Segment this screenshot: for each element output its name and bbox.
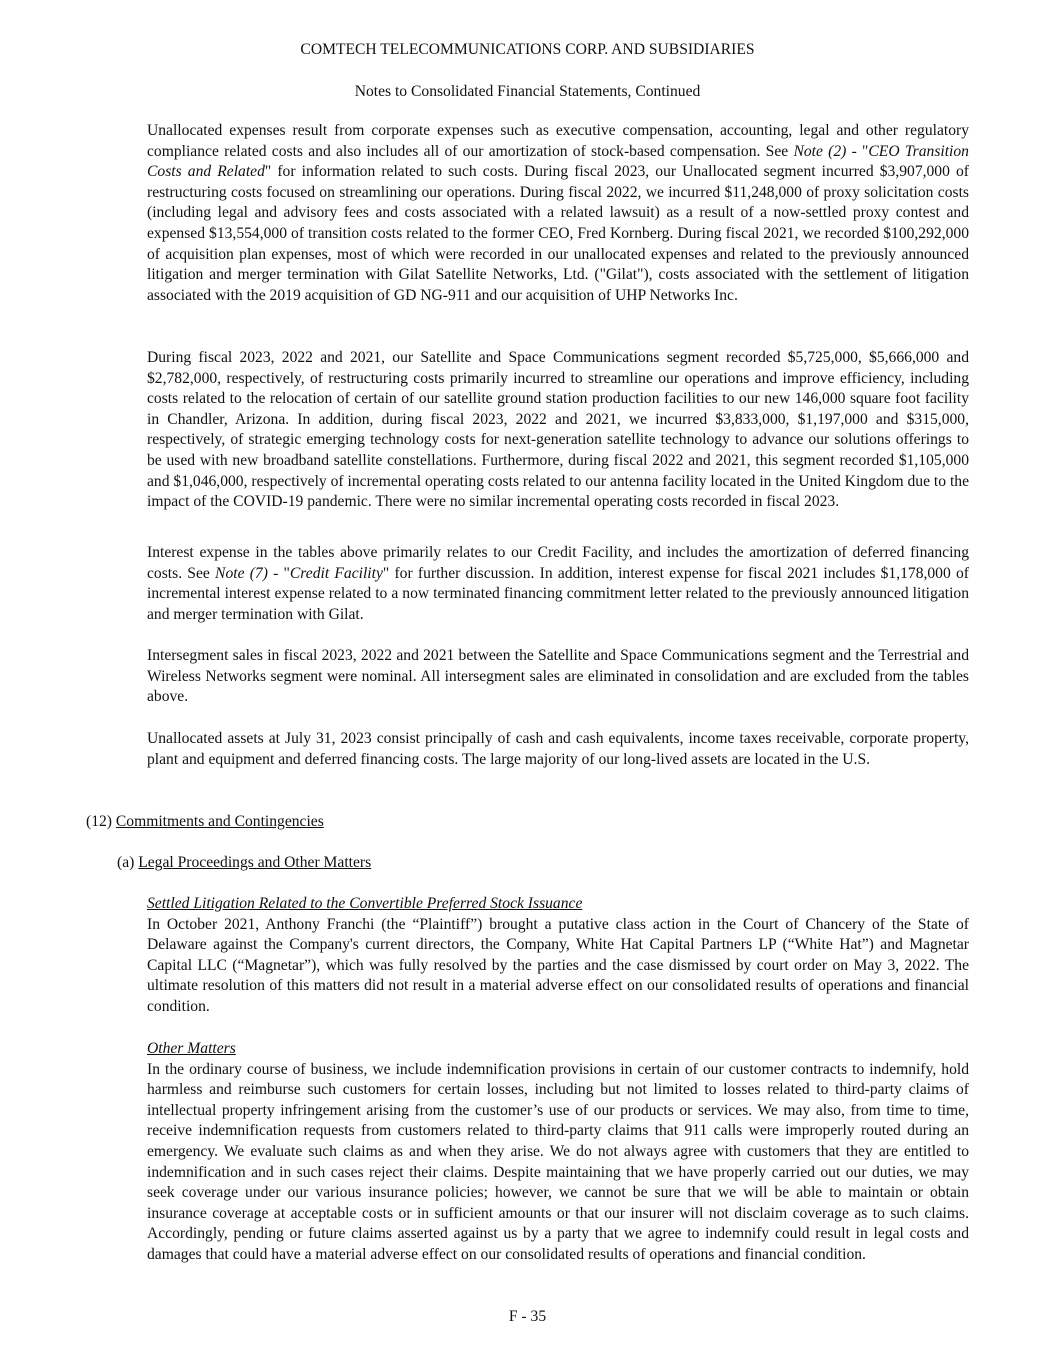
unallocated-expenses-paragraph	[147, 121, 969, 306]
interest-expense-paragraph	[147, 543, 969, 625]
notes-subtitle: Notes to Consolidated Financial Statements, Continued	[354, 83, 701, 100]
text-run: Unallocated expenses result from corporate expenses such as executive compensation, accounting, legal and other regulatory compliance related costs and also includes all of our amortization of stock-based compensation. See	[147, 122, 969, 160]
other-matters-title: Other Matters	[147, 1040, 236, 1057]
text-run: " for information related to such costs. During fiscal 2023, our Unallocated segment incurred $3,907,000 of restructuring costs focused on streamlining our operations. During fiscal 2022, we incurred $11,248,000 of proxy solicitation costs (including legal and advisory fees and costs associated with a related lawsuit) as a result of a now-settled proxy contest and expensed $13,554,000 of transition costs related to the former CEO, Fred Kornberg. During fiscal 2021, we recorded $100,292,000 of acquisition plan expenses, most of which were recorded in our unallocated expenses and related to the previously announced litigation and merger termination with Gilat Satellite Networks, Ltd. ("Gilat"), costs associated with the settlement of litigation associated with the 2019 acquisition of GD NG-911 and our acquisition of UHP Networks Inc.	[147, 163, 969, 304]
section-12-heading	[86, 812, 324, 833]
page-number: F - 35	[508, 1308, 547, 1325]
text-run: " for further discussion. In addition, interest expense for fiscal 2021 includes $1,178,000 of incremental interest expense related to a now terminated financing commitment letter related to the previously announced litigation and merger termination with Gilat.	[147, 564, 969, 623]
settled-litigation-text: In October 2021, Anthony Franchi (the “Plaintiff”) brought a putative class action in the Court of Chancery of the State of Delaware against the Company's current directors, the Company, White Hat Capital Partners LP (“White Hat”) and Magnetar Capital LLC (“Magnetar”), which was fully resolved by the parties and the case dismissed by court order on May 3, 2022. The ultimate resolution of this matters did not result in a material adverse effect on our consolidated results of operations and financial condition.	[147, 915, 969, 1015]
text-run: - "	[267, 564, 290, 582]
settled-litigation-block	[147, 894, 969, 1018]
settled-litigation-title: Settled Litigation Related to the Convertible Preferred Stock Issuance	[147, 895, 583, 912]
subsection-number: (a)	[117, 854, 139, 871]
other-matters-block	[147, 1039, 969, 1266]
company-header: COMTECH TELECOMMUNICATIONS CORP. AND SUBSIDIARIES	[300, 41, 755, 58]
section-title: Commitments and Contingencies	[115, 813, 324, 830]
intersegment-sales-paragraph: Intersegment sales in fiscal 2023, 2022 and 2021 between the Satellite and Space Communications segment and the Terrestrial and Wireless Networks segment were nominal. All intersegment sales are eliminated in consolidation and are excluded from the tables above.	[147, 647, 969, 706]
note-reference: Note (2)	[793, 142, 847, 160]
subsection-title: Legal Proceedings and Other Matters	[138, 854, 372, 871]
section-number: (12)	[86, 813, 116, 830]
satellite-segment-paragraph: During fiscal 2023, 2022 and 2021, our Satellite and Space Communications segment recorded $5,725,000, $5,666,000 and $2,782,000, respectively, of restructuring costs primarily incurred to streamline our operations and improve efficiency, including costs related to the relocation of certain of our satellite ground station production facilities to our new 146,000 square foot facility in Chandler, Arizona. In addition, during fiscal 2023, 2022 and 2021, we incurred $3,833,000, $1,197,000 and $315,000, respectively, of strategic emerging technology costs for next-generation satellite technology to advance our solutions offerings to be used with new broadband satellite constellations. Furthermore, during fiscal 2022 and 2021, this segment recorded $1,105,000 and $1,046,000, respectively of incremental operating costs related to our antenna facility located in the United Kingdom due to the impact of the COVID-19 pandemic. There were no similar incremental operating costs recorded in fiscal 2023.	[147, 349, 969, 511]
other-matters-text: In the ordinary course of business, we include indemnification provisions in certain of our customer contracts to indemnify, hold harmless and reimburse such customers for certain losses, including but not limited to losses related to third-party claims of intellectual property infringement arising from the customer’s use of our products or services. We may also, from time to time, receive indemnification requests from customers related to third-party claims that 911 calls were improperly routed during an emergency. We evaluate such claims as and when they arise. We do not always agree with customers that they are entitled to indemnification and in such cases reject their claims. Despite maintaining that we have properly carried out our duties, we may seek coverage under our various insurance policies; however, we cannot be sure that we will be able to maintain or obtain insurance coverage at acceptable costs or in sufficient amounts or that our insurer will not disclaim coverage as to such claims. Accordingly, pending or future claims asserted against us by a party that we agree to indemnify could result in legal costs and damages that could have a material adverse effect on our consolidated results of operations and financial condition.	[147, 1060, 969, 1263]
note-reference: Note (7)	[215, 564, 268, 582]
unallocated-assets-paragraph: Unallocated assets at July 31, 2023 consist principally of cash and cash equivalents, income taxes receivable, corporate property, plant and equipment and deferred financing costs. The large majority of our long-lived assets are located in the U.S.	[147, 730, 969, 768]
note-title-reference: Credit Facility	[289, 564, 383, 582]
text-run: - "	[846, 142, 869, 160]
subsection-a-heading	[117, 853, 371, 874]
text-run: Interest expense in the tables above primarily relates to our Credit Facility, and includes the amortization of deferred financing costs. See	[147, 544, 969, 582]
note-title-reference: CEO Transition Costs and Related	[147, 142, 969, 181]
